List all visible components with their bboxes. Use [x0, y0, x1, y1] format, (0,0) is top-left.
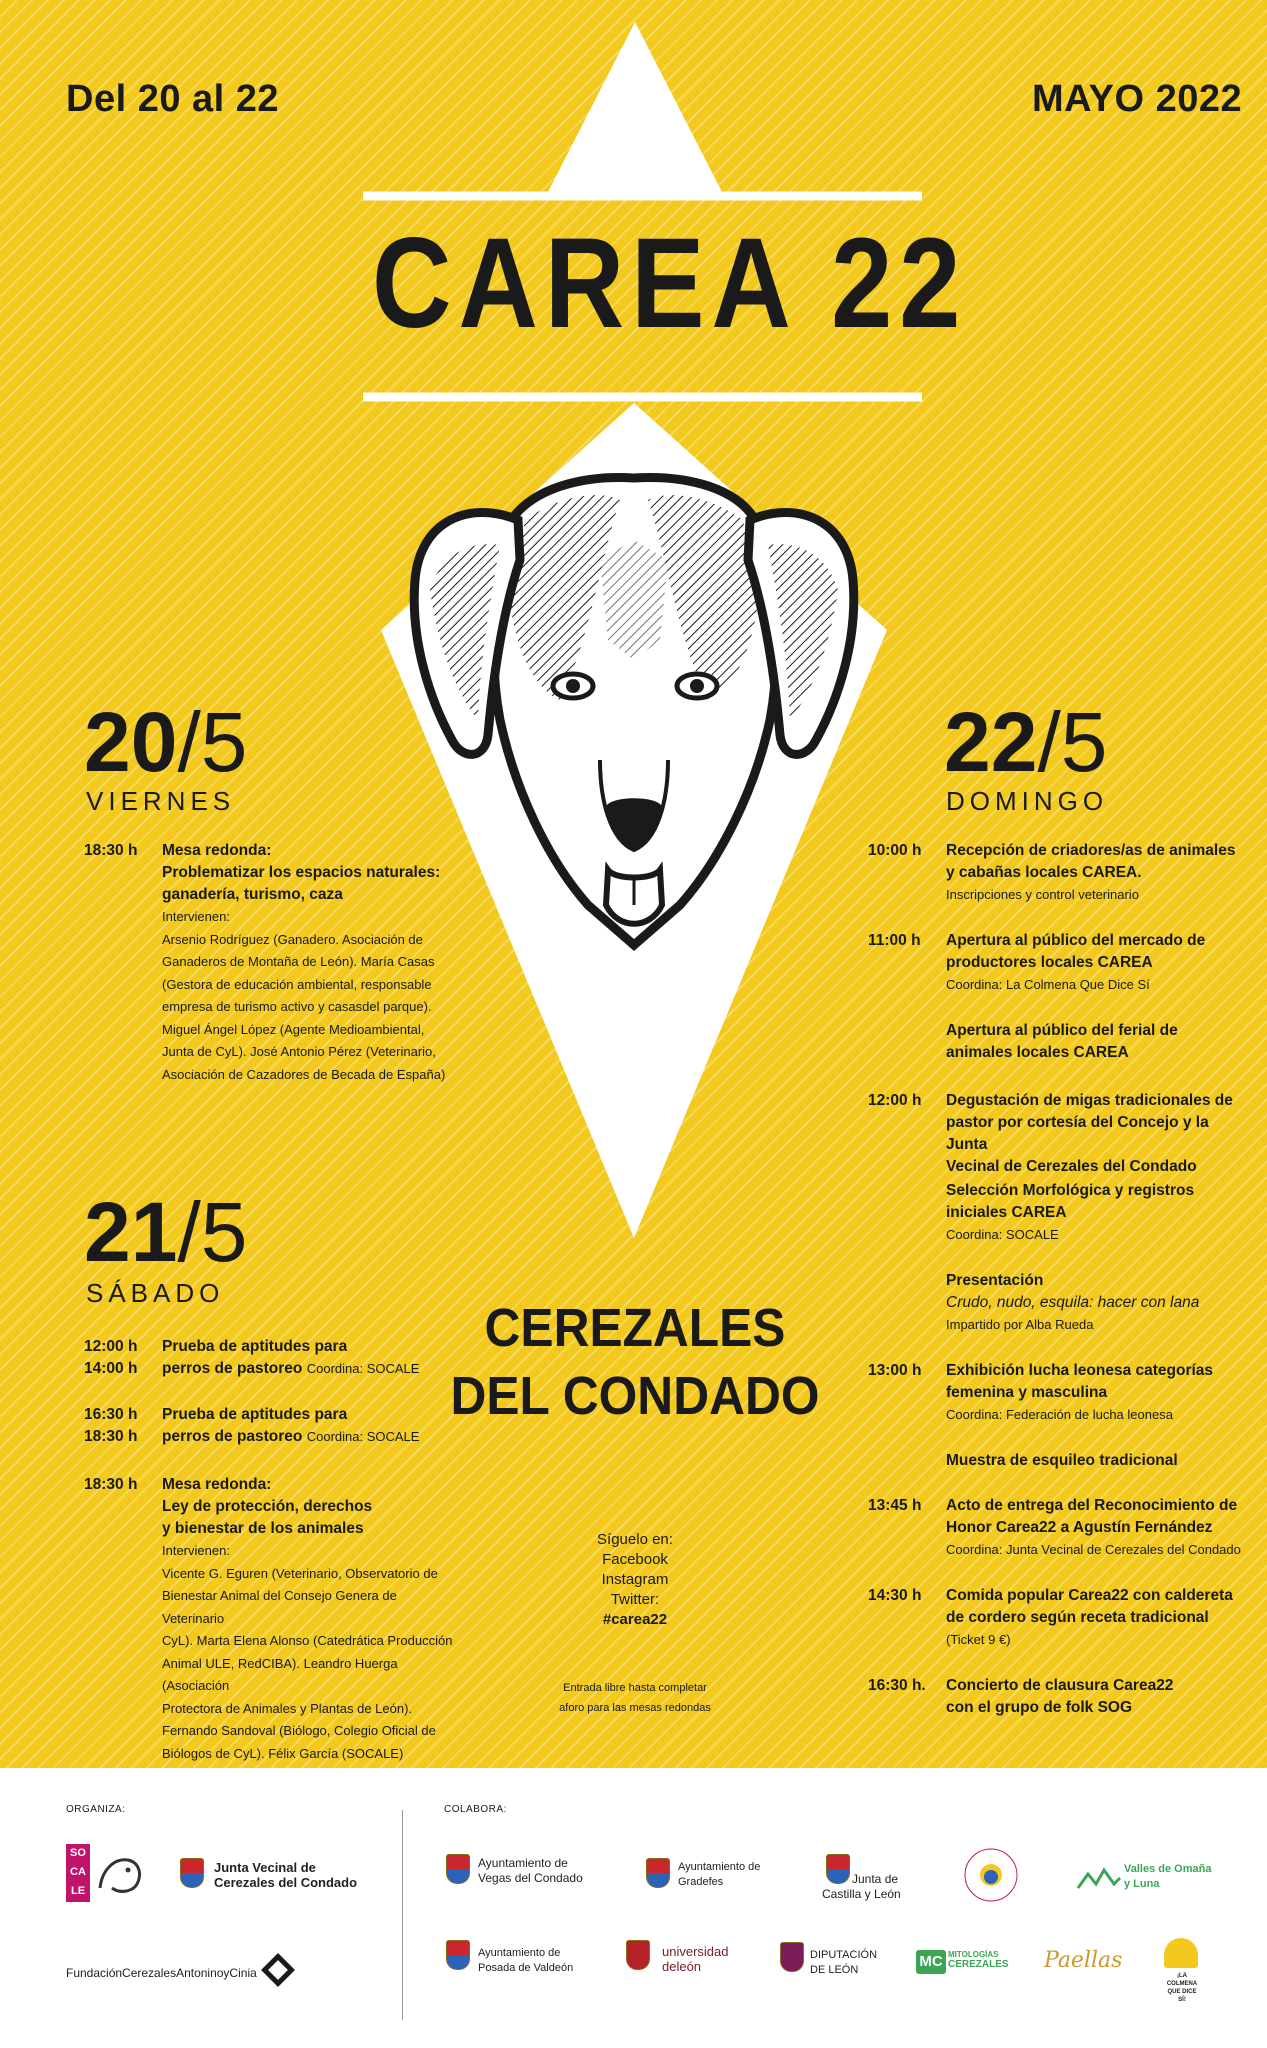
logo-text: QUE DICE SÍ! — [1167, 1989, 1197, 2003]
mc-logo-text — [948, 1950, 1009, 1970]
day1-num: 20 — [84, 695, 178, 789]
mc-logo: MC — [916, 1950, 946, 1974]
logo-text: universidad — [662, 1944, 729, 1959]
town-name — [437, 1294, 833, 1430]
vegas-crest-icon — [446, 1854, 470, 1884]
dates-left: Del 20 al 22 — [66, 78, 280, 120]
town-line1: CEREZALES — [484, 1298, 786, 1358]
event-sub: Coordina: Junta Vecinal de Cerezales del Condado — [946, 1542, 1241, 1557]
hashtag: #carea22 — [602, 1611, 668, 1628]
event-subtitle: Problematizar los espacios naturales: — [162, 864, 441, 881]
day3-num: 22 — [944, 695, 1038, 789]
fundacion-icon — [261, 1953, 295, 1987]
social-line: Síguelo en: — [597, 1531, 673, 1548]
event-time: 10:00 h — [868, 842, 922, 859]
event-line: perros de pastoreo — [162, 1360, 303, 1377]
event-line: Vecinal de Cerezales del Condado — [946, 1158, 1197, 1175]
event-line: animales locales CAREA — [946, 1044, 1129, 1061]
colmena-hive-icon — [1164, 1938, 1198, 1968]
speaker-line: CyL). Marta Elena Alonso (Catedrática Producción — [162, 1633, 453, 1648]
event-line: Exhibición lucha leonesa categorías — [946, 1362, 1214, 1379]
logo-text: Ayuntamiento de — [478, 1947, 561, 1959]
event-line: Recepción de criadores/as de animales — [946, 842, 1236, 859]
day1-date — [84, 695, 248, 789]
day2-weekday: SÁBADO — [86, 1278, 225, 1308]
unileon-logo — [662, 1944, 729, 1974]
day2-date — [84, 1185, 248, 1279]
event-sub: Coordina: SOCALE — [946, 1227, 1059, 1242]
speaker-line: Protectora de Animales y Plantas de León). — [162, 1700, 413, 1716]
event-subtitle: Ley de protección, derechos — [162, 1498, 373, 1515]
event-line: con el grupo de folk SOG — [946, 1699, 1133, 1716]
speaker-line: Biólogos de CyL). Félix García (SOCALE) — [162, 1745, 404, 1761]
fundacion-logo: FundaciónCerezalesAntoninoyCinia — [66, 1966, 257, 1980]
event-line: Apertura al público del mercado de — [946, 932, 1206, 949]
event-time: 13:45 h — [868, 1497, 922, 1514]
day3-weekday: DOMINGO — [946, 786, 1109, 816]
speaker-line: Bienestar Animal del Consejo Genera de Veterinario — [162, 1588, 397, 1626]
vegas-logo — [478, 1856, 583, 1886]
event-time: 18:30 h — [84, 1476, 138, 1493]
speaker-line: Ganaderos de Montaña de León). María Casas — [162, 954, 435, 969]
speaker-line: Arsenio Rodríguez (Ganadero. Asociación de — [162, 931, 423, 947]
event-time: 12:00 h 14:00 h — [84, 1338, 138, 1377]
gradefes-crest-icon — [646, 1858, 670, 1888]
logo-text: Cerezales del Condado — [214, 1875, 358, 1890]
logo-text: Gradefes — [678, 1876, 724, 1888]
event-line: Honor Carea22 a Agustín Fernández — [946, 1519, 1213, 1536]
logo-text: Castilla y León — [822, 1887, 901, 1901]
logo-text: Vegas del Condado — [478, 1871, 583, 1885]
event-line: Acto de entrega del Reconocimiento de — [946, 1497, 1238, 1514]
speaker-line: empresa de turismo activo y casasdel parque). — [162, 999, 432, 1014]
entrada-note — [520, 1678, 750, 1718]
event-line: productores locales CAREA — [946, 954, 1153, 971]
day1-weekday: VIERNES — [86, 786, 236, 816]
day3-month: /5 — [1037, 695, 1108, 789]
jcyl-logo — [822, 1872, 901, 1902]
event-line: y cabañas locales CAREA. — [946, 864, 1142, 881]
posada-logo — [478, 1946, 573, 1976]
socale-logo-text: CA — [70, 1866, 86, 1878]
logo-text: Posada de Valdeón — [478, 1962, 574, 1974]
event-time: 11:00 h — [868, 932, 921, 949]
event-line: Concierto de clausura Carea22 — [946, 1677, 1174, 1694]
logo-text: Ayuntamiento de — [478, 1856, 568, 1870]
speaker-line: Animal ULE, RedCIBA). Leandro Huerga (Asociación — [162, 1655, 398, 1693]
day3-date — [944, 695, 1108, 789]
colmena-badge-icon — [962, 1846, 1020, 1904]
event-title: Mesa redonda: — [162, 842, 272, 859]
event-subtitle2: ganadería, turismo, caza — [162, 886, 343, 903]
day2-month: /5 — [177, 1185, 248, 1279]
town-line2: DEL CONDADO — [450, 1366, 820, 1426]
day2-num: 21 — [84, 1185, 178, 1279]
unileon-crest-icon — [626, 1940, 650, 1970]
dog-logo-icon — [94, 1848, 146, 1898]
organiza-label: ORGANIZA: — [66, 1804, 126, 1815]
paellas-logo: Paellas — [1044, 1948, 1123, 1973]
event-time: 14:30 h — [868, 1587, 922, 1604]
page-title: CAREA 22 — [372, 212, 968, 355]
event-subtitle2: y bienestar de los animales — [162, 1520, 364, 1537]
event-italic: Crudo, nudo, esquila: hacer con lana — [946, 1294, 1200, 1311]
event-line: pastor por cortesía del Concejo y la Junta — [946, 1114, 1209, 1153]
event-coord: Coordina: SOCALE — [306, 1429, 420, 1444]
event-line: Apertura al público del ferial de — [946, 1022, 1178, 1039]
event-time: 18:30 h — [84, 842, 138, 859]
gradefes-logo — [678, 1860, 760, 1890]
logo-text: y Luna — [1124, 1878, 1160, 1890]
socale-logo — [66, 1844, 90, 1902]
entrada-line: Entrada libre hasta completar — [563, 1682, 707, 1694]
top-triangle — [548, 22, 722, 192]
logo-text: Junta Vecinal de — [214, 1860, 316, 1875]
logo-text: MITOLOGÍAS — [948, 1950, 999, 1959]
event-line: Muestra de esquileo tradicional — [946, 1452, 1178, 1469]
event-line: iniciales CAREA — [946, 1204, 1067, 1221]
la-colmena-logo — [1164, 1938, 1200, 2003]
event-time: 16:30 h 18:30 h — [84, 1406, 138, 1445]
day1-month: /5 — [177, 695, 248, 789]
event-sub: (Ticket 9 €) — [946, 1632, 1011, 1647]
logo-text: deleón — [662, 1959, 702, 1974]
mountains-icon — [1076, 1864, 1122, 1892]
speaker-line: Asociación de Cazadores de Becada de España) — [162, 1066, 446, 1082]
speaker-line: Miguel Ángel López (Agente Medioambiental, — [162, 1021, 425, 1037]
logo-text: ¡LA COLMENA — [1166, 1973, 1198, 1987]
event-sub: Coordina: La Colmena Que Dice Sí — [946, 977, 1150, 992]
event-sub: Inscripciones y control veterinario — [946, 887, 1139, 902]
event-line: de cordero según receta tradicional — [946, 1609, 1209, 1626]
colabora-label: COLABORA: — [444, 1804, 507, 1815]
event-line: Selección Morfológica y registros — [946, 1182, 1195, 1199]
social-line: Twitter: — [610, 1591, 660, 1608]
speaker-line: (Gestora de educación ambiental, responsable — [162, 976, 432, 992]
footer-divider — [402, 1810, 403, 2020]
event-line: Prueba de aptitudes para — [162, 1406, 348, 1423]
entrada-line: aforo para las mesas redondas — [559, 1702, 711, 1714]
socale-logo-text: SO — [70, 1847, 86, 1859]
logo-text: Valles de Omaña — [1124, 1863, 1212, 1875]
logo-text: Ayuntamiento de — [678, 1861, 761, 1873]
logo-text: Junta de — [852, 1872, 899, 1886]
event-line: Comida popular Carea22 con caldereta — [946, 1587, 1233, 1604]
diputacion-crest-icon — [780, 1942, 804, 1972]
event-time: 13:00 h — [868, 1362, 922, 1379]
event-note: Intervienen: — [162, 909, 230, 924]
sponsors-footer — [0, 1768, 1267, 2048]
event-coord: Coordina: SOCALE — [306, 1361, 420, 1376]
event-sub: Coordina: Federación de lucha leonesa — [946, 1407, 1173, 1422]
junta-vecinal-logo — [214, 1860, 357, 1890]
event-title: Mesa redonda: — [162, 1476, 272, 1493]
event-note: Intervienen: — [162, 1543, 230, 1558]
dates-right: MAYO 2022 — [1032, 78, 1243, 120]
diputacion-logo — [810, 1948, 877, 1978]
logo-text: DIPUTACIÓN — [810, 1949, 878, 1961]
speaker-line: Vicente G. Eguren (Veterinario, Observatorio de — [162, 1565, 438, 1581]
event-sub: Impartido por Alba Rueda — [946, 1317, 1094, 1332]
posada-crest-icon — [446, 1940, 470, 1970]
event-line: Degustación de migas tradicionales de — [946, 1092, 1233, 1109]
event-line: Prueba de aptitudes para — [162, 1338, 348, 1355]
logo-text: CEREZALES — [948, 1959, 1009, 1970]
event-time: 16:30 h. — [868, 1677, 926, 1694]
dog-illustration — [414, 477, 854, 945]
social-line: Facebook — [602, 1551, 668, 1568]
logo-text: DE LEÓN — [810, 1964, 859, 1976]
event-line: perros de pastoreo — [162, 1428, 303, 1445]
social-line: Instagram — [601, 1571, 669, 1588]
event-line: femenina y masculina — [946, 1384, 1108, 1401]
socale-logo-text: LE — [70, 1885, 86, 1897]
event-time: 12:00 h — [868, 1092, 922, 1109]
speaker-line: Junta de CyL). José Antonio Pérez (Veterinario, — [162, 1044, 436, 1059]
omana-luna-logo — [1124, 1862, 1211, 1892]
speaker-line: Fernando Sandoval (Biólogo, Colegio Oficial de — [162, 1723, 436, 1738]
social-block — [545, 1530, 725, 1630]
event-line: Presentación — [946, 1272, 1044, 1289]
junta-vecinal-crest-icon — [180, 1858, 204, 1888]
